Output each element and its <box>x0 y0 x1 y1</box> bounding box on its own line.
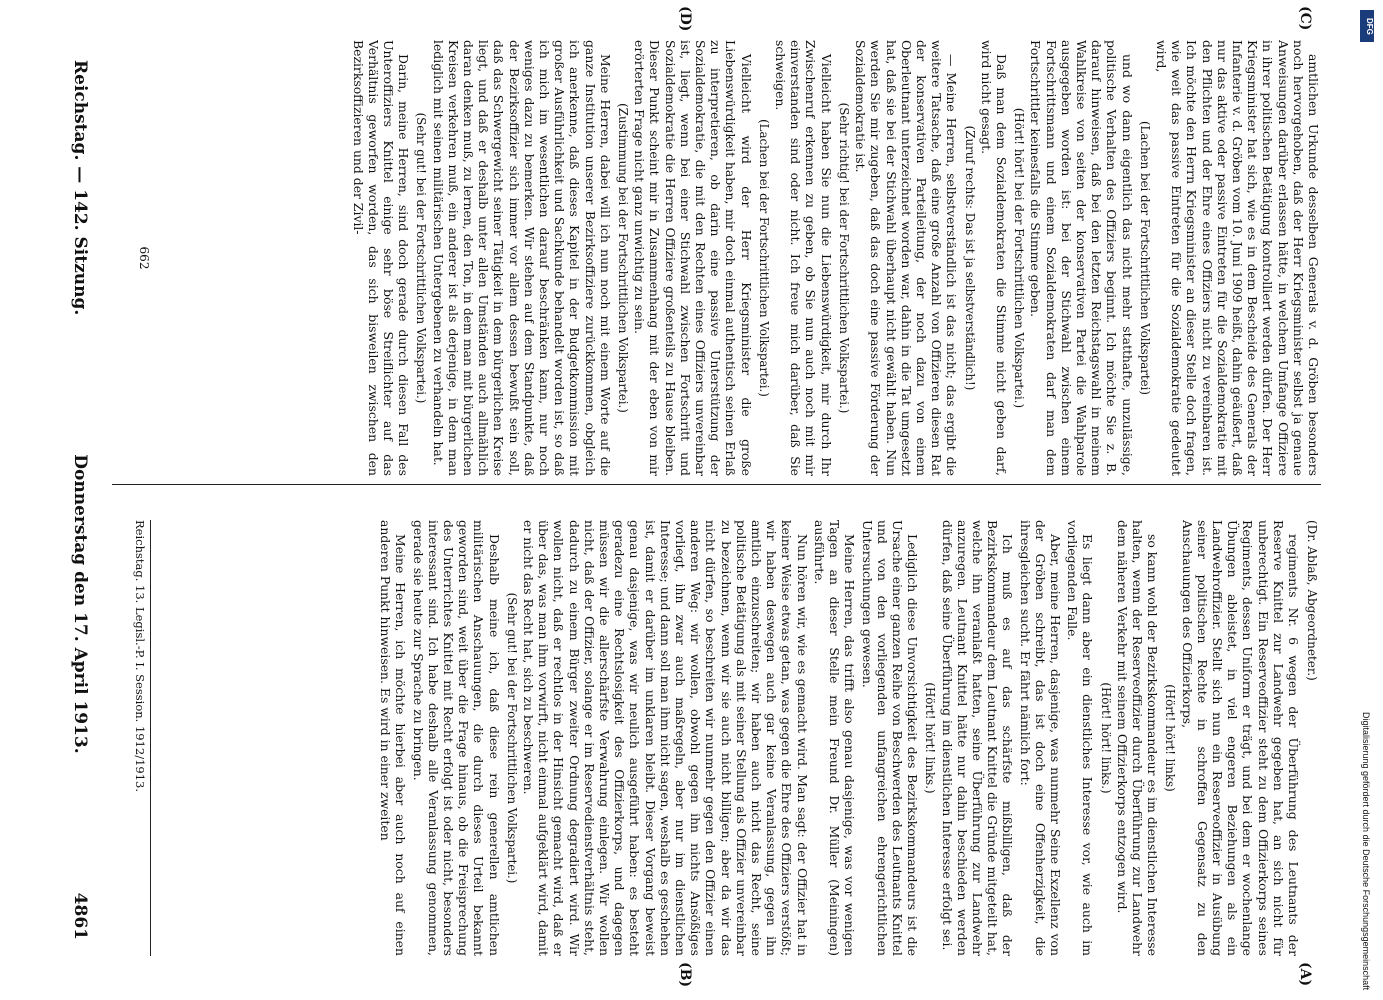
left-footer <box>133 520 151 956</box>
interjection: (Zuruf rechts: Das ist ja selbstverständlich!) <box>962 125 977 391</box>
interjection: (Lachen bei der Fortschrittlichen Volkspartei.) <box>756 119 771 397</box>
interjection: (Hört! hört! bei der Fortschrittlichen Volkspartei.) <box>1012 107 1027 409</box>
interjection: (Sehr gut! bei der Fortschrittlichen Volkspartei.) <box>414 112 429 404</box>
right-column <box>112 40 1321 476</box>
interjection: (Hört! hört! links.) <box>1098 682 1113 794</box>
interjection: (Zustimmung bei der Fortschrittlichen Volkspartei.) <box>616 103 631 413</box>
page-number: 4861 <box>70 892 90 940</box>
paragraph: Darin, meine Herren, sind doch gerade durch diesen Fall des Unteroffiziers Knittel einige sehr böse Streiflichter auf das Verhältnis geworfen worden, das sich bisweilen zwischen den Bezirksoffizieren und der Zivil- <box>350 40 412 476</box>
header-left: Reichstag. — 142. Sitzung. <box>70 60 90 316</box>
paragraph: Aber, meine Herren, dasjenige, was nunmehr Seine Exzellenz von der Gröben schreibt, das ist doch eine Offenherzigkeit, die ihresgleichen sucht. Er fährt nämlich fort: <box>1017 520 1063 956</box>
speaker-tag: (Dr. Ablaß, Abgeordneter.) <box>1305 520 1319 681</box>
interjection: (Hört! hört! links) <box>1163 684 1178 792</box>
paragraph: Meine Herren, das trifft also genau dasjenige, was vor wenigen Tagen an dieser Stelle mein Freund Dr. Müller (Meiningen) ausführte. <box>811 520 858 956</box>
margin-marker-d: (D) <box>677 6 693 32</box>
paragraph: Nun hören wir, wie es gemacht wird. Man sagt: der Offizier hat in keiner Weise etwas getan, was gegen die Ehre des Offiziers verstößt; wir haben deswegen auch gar keine Veranlassung, gegen ihn amtlich einzuschreiten; wir haben auch nicht das Recht, seine politische Betätigung als mit seiner Stellung als Offizier unvereinbar zu bezeichnen, wenn wir sie auch nicht billigen; aber da wir das nicht dürfen, so beschreiten wir nunmehr gegen den Offizier einen anderen Weg: wir wollen, obwohl gegen ihn nichts Ansößiges vorliegt, ihn zwar auch maßregeln, aber nur im dienstlichen Interesse; und dann soll man ihm nicht sagen, weshalb es geschehen ist, damit er darüber im unklaren bleibt. Dieser Vorgang beweist genau dasjenige, was wir neulich ausgeführt haben: es besteht geradezu eine Rechtslosigkeit des Offizierkorps, und dagegen müssen wir die allerschärfste Verwahrung einlegen. Wir wollen nicht, daß der Offizier, solange er im Reservedienstverhältnis steht, dadurch zu einem Bürger zweiter Ordnung degradiert wird. Wir wollen nicht, daß er rechtlos in der Hinsicht gemacht wird, daß er über das, was man ihm vorwirft, nicht einmal aufgeklärt wird, damit er nicht das Recht hat, sich zu beschweren. <box>521 520 810 956</box>
paragraph: Meine Herren, dabei will ich nun noch mit einem Worte auf die ganze Institution unserer Bezirksoffiziere zurückkommen, obgleich ich anerkenne, daß dieses Kapitel in der Budgetkommission mit großer Ausführlichkeit und Sachkunde behandelt worden ist, so daß ich mich im wesentlichen darauf beschränken kann, nur noch weniges dazu zu bemerken. Wir stehen auf dem Standpunkte, daß der Bezirksoffizier sich immer vor allem dessen bewußt sein soll, daß das Schwergewicht seiner Tätigkeit in dem bürgerlichen Kreise liegt, und daß er deshalb unter allen Umständen auch allmählich daran denken muß, zu lernen, den Ton, in dem man mit bürgerlichen Kreisen verkehren muß, ein anderer ist als derjenige, in dem man lediglich mit seinen militärischen Untergebenen zu verhandeln hat. <box>430 40 613 476</box>
digitization-note: Digitalisierung gefördert durch die Deutsche Forschungsgemeinschaft <box>1361 711 1371 990</box>
paragraph: Ich muß es auf das schärfste mißbilligen, daß der Bezirkskommandeur dem Leutnant Knittel die Gründe mitgeteilt hat, welche ihn veranlaßt hatten, seine Überführung zur Landwehr anzuregen. Leutnant Knittel hätte nur dahin beschieden werden dürfen, daß seine Überführung im dienstlichen Interesse erfolgt sei. <box>939 520 1016 956</box>
paragraph: — Meine Herren, selbstverständlich ist das nicht; das ergibt die weitere Tatsache, daß eine große Anzahl von Offizieren diesen Rat der konservativen Parteileitung, der noch dazu von einem Oberleutnant unterzeichnet worden war, dahin in die Tat umgesetzt hat, daß sie bei der Stichwahl überhaupt nicht gewählt haben. Nun werden Sie mir zugeben, daß das doch eine passive Förderung der Sozialdemokratie ist. <box>853 40 960 476</box>
paragraph: und wo dann eigentlich das nicht mehr statthafte, unzulässige, politische Verhalten des Offiziers beginnt. Ich möchte Sie z. B. darauf hinweisen, daß bei den letzten Reichstagswahl in meinem Wahlkreise von seiten der konservativen Partei die Wahlparole ausgegeben worden ist: bei der Stichwahl zwischen einem Fortschrittsmann und einem Sozialdemokraten darf man dem Fortschrittler keinesfalls die Stimme geben. <box>1028 40 1135 476</box>
margin-marker-a: (A) <box>1297 962 1313 987</box>
interjection: (Lachen bei der Fortschrittlichen Volkspartei) <box>1137 120 1152 396</box>
paragraph: amtlichen Urkunde desselben Generals v. d. Gröben besonders noch hervorgehoben, daß der Herr Kriegsminister selbst ja genaue Anweisungen darüber erlassen hätte, in welchem Umfange Offiziere in ihrer politischen Betätigung kontrolliert werden dürfen. Der Herr Kriegsminister hat sich, wie es in dem Bescheide des Generals der Infanterie v. d. Gröben vom 10. Juni 1909 heißt, dahin geäußert, daß nur das aktive oder passive Eintreten für die Sozialdemokratie mit den Pflichten und der Ehre eines Offiziers nicht zu vereinbaren ist. Ich möchte den Herrn Kriegsminister an dieser Stelle doch fragen, wie weit das passive Eintreten für die Sozialdemokratie gedeutet wird, <box>1153 40 1321 476</box>
left-column <box>112 520 1321 956</box>
column-divider <box>112 484 1321 485</box>
interjection: (Hört! hört! links.) <box>923 682 938 794</box>
sheet-number: 662 <box>137 246 151 270</box>
paragraph: Vielleicht haben Sie nun die Liebenswürdigkeit, mir durch Ihr Zwischenruf erkennen zu geben, ob Sie nun auch noch mit mir einverstanden sind oder nicht. Ich freue mich darüber, daß Sie schweigen. <box>773 40 834 476</box>
paragraph: Es liegt dann aber ein dienstliches Interesse vor, wie auch im vorliegenden Falle. <box>1065 520 1096 956</box>
margin-marker-b: (B) <box>677 962 693 988</box>
paragraph: regiments Nr. 6 wegen der Überführung des Leutnants der Reserve Knittel zur Landwehr gegeben hat, an sich nicht für unberechtigt. Ein Reserveoffizier steht zu dem Offizierkorps seines Regiments, dessen Uniform er trägt, und bei dem er wochenlange Übungen ableistet, in viel engeren Beziehungen als ein Landwehroffizier. Stellt sich nun ein Reserveoffizier in Ausübung seiner politischen Rechte in schroffen Gegensatz zu den Anschauungen des Offizierkorps, <box>1179 520 1301 956</box>
paragraph: Daß man dem Sozialdemokraten die Stimme nicht geben darf, wird nicht gesagt. <box>978 40 1009 476</box>
paragraph: Vielleicht wird der Herr Kriegsminister die große Liebenswürdigkeit haben, mir doch einmal authentisch seinen Erlaß zu interpretieren, ob darin eine passive Unterstützung der Sozialdemokratie, die mit den Rechten eines Offiziers unvereinbar ist, liegt, wenn bei einer Stichwahl zwischen Fortschritt und Sozialdemokratie die Herren Offiziere großenteils zu Hause bleiben. Dieser Punkt scheint mir in Zusammenhang mit der eben von mir erörterten Frage nicht ganz unwichtig zu sein. <box>632 40 754 476</box>
paragraph: Meine Herren, ich möchte hierbei aber auch noch auf einen anderen Punkt hinweisen. Es wird in einer zweiten <box>378 520 409 956</box>
paragraph: Lediglich diese Unvorsichtigkeit des Bezirkskommandeurs ist die Ursache einer ganzen Reihe von Beschwerden des Leutnants Knittel und von den vorliegenden unfangreichen ehrengerichtlichen Untersuchungen gewesen. <box>859 520 921 956</box>
session-footer: Reichstag. 13. Legisl.-P. I. Session. 1912/1913. <box>133 520 147 793</box>
page-header <box>67 60 93 940</box>
margin-marker-c: (C) <box>1297 6 1313 31</box>
interjection: (Sehr richtig! bei der Fortschrittlichen Volkspartei.) <box>836 102 851 414</box>
paragraph: Deshalb meine ich, daß diese rein generellen amtlichen militärischen Anschauungen, die durch dieses Urteil bekannt geworden sind, weit über die Frage hinaus, ob die Freisprechung des Unterrichtes Knittel mit Recht erfolgt ist oder nicht, besonders interessant sind. Ich habe deshalb alle Veranlassung genommen, gerade sie heute zur Sprache zu bringen. <box>410 520 502 956</box>
dfg-logo: DFG <box>1360 10 1374 42</box>
header-date: Donnerstag den 17. April 1913. <box>70 454 90 754</box>
interjection: (Sehr gut! bei der Fortschrittlichen Volkspartei.) <box>504 592 519 884</box>
paragraph: so kann wohl der Bezirkskommandeur es im dienstlichen Interesse halten, wenn der Reserveoffizier durch Überführung zur Landwehr dem näheren Verkehr mit seinem Offizierkorps entzogen wird. <box>1114 520 1161 956</box>
